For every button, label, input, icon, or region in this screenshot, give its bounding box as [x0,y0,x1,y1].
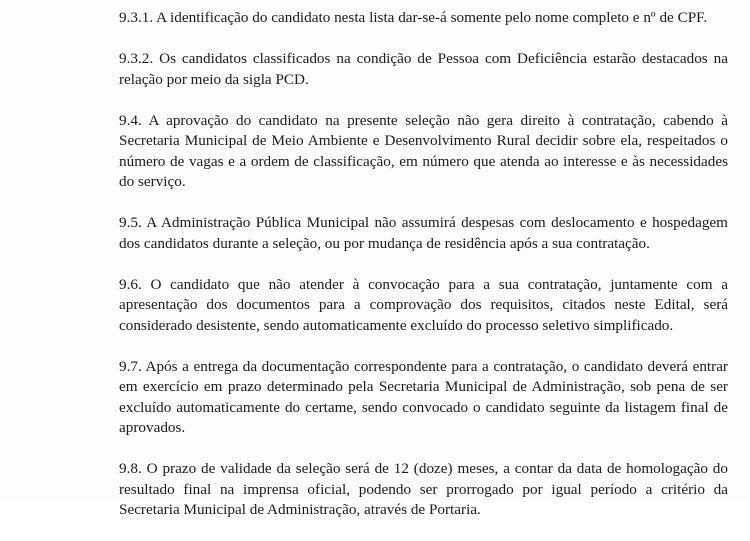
paragraph-9-4: 9.4. A aprovação do candidato na presente seleção não gera direito à contratação, cabendo à Secretaria Municipal de Meio Ambiente e Desenvolvimento Rural decidir sobre ela, respeitados o número de vagas e a ordem de classificação, em número que atenda ao interesse e às necessidades do serviço. [119,111,728,190]
paragraph-9-3-1: 9.3.1. A identificação do candidato nesta lista dar-se-á somente pelo nome completo e nº de CPF. [119,9,708,26]
document-body [119,8,728,541]
paragraph-9-8: 9.8. O prazo de validade da seleção será de 12 (doze) meses, a contar da data de homologação do resultado final na imprensa oficial, podendo ser prorrogado por igual período a critério da Secretaria Municipal de Administração, através de Portaria. [119,460,728,518]
paragraph-9-5: 9.5. A Administração Pública Municipal não assumirá despesas com deslocamento e hospedagem dos candidatos durante a seleção, ou por mudança de residência após a sua contratação. [119,214,728,252]
paragraph-9-3-2: 9.3.2. Os candidatos classificados na condição de Pessoa com Deficiência estarão destacados na relação por meio da sigla PCD. [119,50,728,88]
paragraph-9-6: 9.6. O candidato que não atender à convocação para a sua contratação, juntamente com a apresentação dos documentos para a comprovação dos requisitos, citados neste Edital, será considerado desistente, sendo automaticamente excluído do processo seletivo simplificado. [119,275,728,334]
paragraph-9-7: 9.7. Após a entrega da documentação correspondente para a contratação, o candidato deverá entrar em exercício em prazo determinado pela Secretaria Municipal de Administração, sob pena de ser excluído automaticamente do certame, sendo convocado o candidato seguinte da listagem final de aprovados. [119,357,728,436]
